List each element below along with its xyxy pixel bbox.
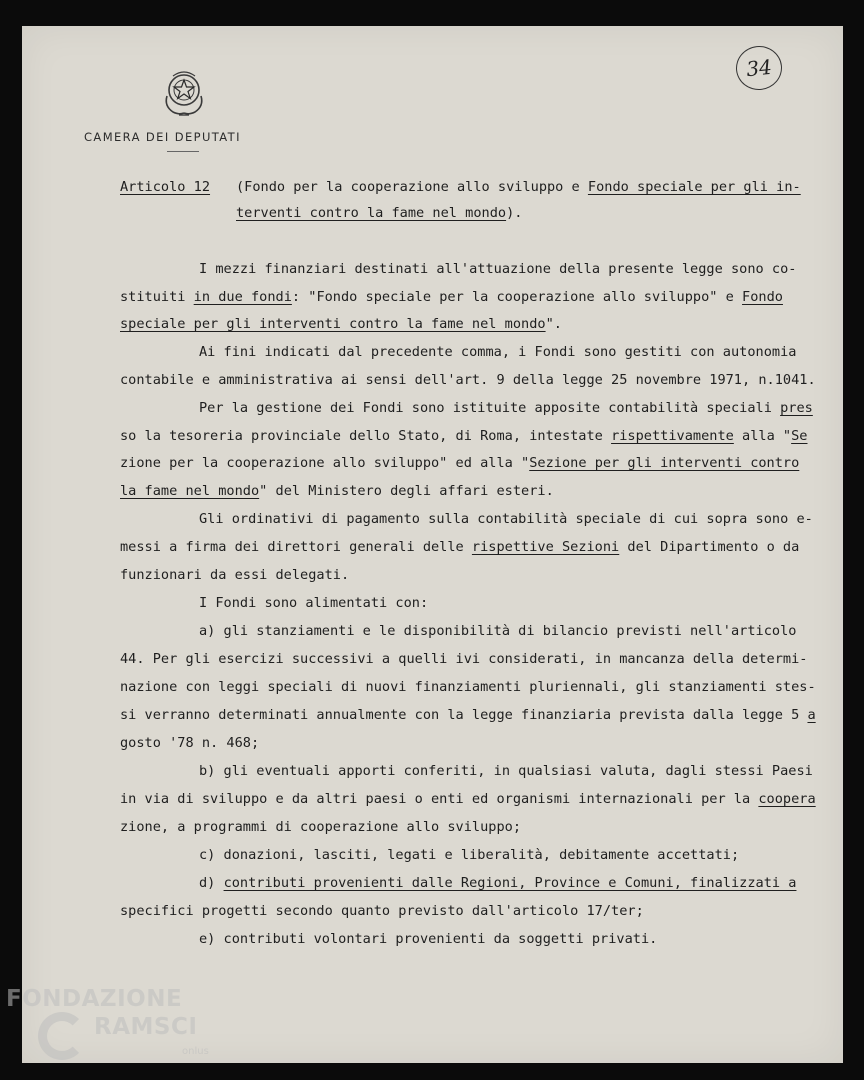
body-line: specifici progetti secondo quanto previsto dall'articolo 17/ter; xyxy=(120,903,644,919)
republic-emblem-icon xyxy=(161,66,207,118)
article-heading-label: Articolo 12 xyxy=(120,179,211,195)
body-line: zione per la cooperazione allo sviluppo" ed alla "Sezione per gli interventi contro xyxy=(120,455,800,471)
list-item: a) gli stanziamenti e le disponibilità di bilancio previsti nell'articolo xyxy=(199,623,797,639)
article-heading-line: terventi contro la fame nel mondo). xyxy=(236,205,523,221)
list-item: d) contributi provenienti dalle Regioni, Province e Comuni, finalizzati a xyxy=(199,875,797,891)
list-item: e) contributi volontari provenienti da soggetti privati. xyxy=(199,931,658,947)
body-line: I mezzi finanziari destinati all'attuazione della presente legge sono co- xyxy=(199,261,797,277)
body-line: messi a firma dei direttori generali delle rispettive Sezioni del Dipartimento o da xyxy=(120,539,800,555)
body-line: zione, a programmi di cooperazione allo sviluppo; xyxy=(120,819,522,835)
body-line: Per la gestione dei Fondi sono istituite apposite contabilità speciali pres xyxy=(199,400,813,416)
body-line: Gli ordinativi di pagamento sulla contabilità speciale di cui sopra sono e- xyxy=(199,511,813,527)
body-line: si verranno determinati annualmente con la legge finanziaria prevista dalla legge 5 a xyxy=(120,707,816,723)
list-item: b) gli eventuali apporti conferiti, in qualsiasi valuta, dagli stessi Paesi xyxy=(199,763,813,779)
page-number-stamp: 34 xyxy=(734,44,784,93)
watermark-line: FONDAZIONE xyxy=(6,986,183,1012)
body-line: speciale per gli interventi contro la fame nel mondo". xyxy=(120,316,562,332)
fondazione-gramsci-watermark xyxy=(6,984,226,1074)
body-line: in via di sviluppo e da altri paesi o enti ed organismi internazionali per la coopera xyxy=(120,791,816,807)
body-line: I Fondi sono alimentati con: xyxy=(199,595,429,611)
watermark-line: onlus xyxy=(182,1046,209,1057)
list-item: c) donazioni, lasciti, legati e liberalità, debitamente accettati; xyxy=(199,847,740,863)
body-line: stituiti in due fondi: "Fondo speciale per la cooperazione allo sviluppo" e Fondo xyxy=(120,289,783,305)
watermark-line: RAMSCI xyxy=(94,1014,198,1040)
gramsci-logo-icon xyxy=(38,1012,86,1060)
body-line: funzionari da essi delegati. xyxy=(120,567,350,583)
body-line: gosto '78 n. 468; xyxy=(120,735,260,751)
body-line: so la tesoreria provinciale dello Stato, di Roma, intestate rispettivamente alla "Se xyxy=(120,428,808,444)
article-heading-line: (Fondo per la cooperazione allo sviluppo e Fondo speciale per gli in- xyxy=(236,179,801,195)
body-line: la fame nel mondo" del Ministero degli affari esteri. xyxy=(120,483,554,499)
body-line: contabile e amministrativa ai sensi dell'art. 9 della legge 25 novembre 1971, n.1041. xyxy=(120,372,816,388)
header-divider xyxy=(167,151,199,152)
institution-name: CAMERA DEI DEPUTATI xyxy=(84,130,241,144)
body-line: nazione con leggi speciali di nuovi finanziamenti pluriennali, gli stanziamenti stes- xyxy=(120,679,816,695)
body-line: 44. Per gli esercizi successivi a quelli ivi considerati, in mancanza della determi- xyxy=(120,651,808,667)
body-line: Ai fini indicati dal precedente comma, i Fondi sono gestiti con autonomia xyxy=(199,344,797,360)
